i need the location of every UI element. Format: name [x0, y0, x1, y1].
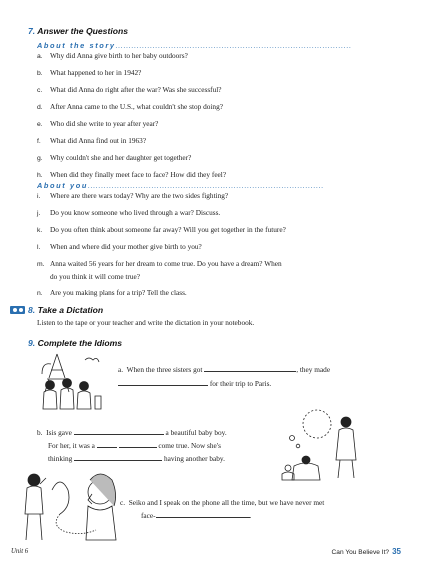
- unit-label: Unit 6: [11, 548, 29, 555]
- section-8-heading: [28, 305, 103, 315]
- question-item: [37, 84, 367, 97]
- question-item: [37, 50, 367, 63]
- page-number: 35: [392, 547, 401, 556]
- idiom-c-line-1: c. Seiko and I speak on the phone all the time, but we have never met: [120, 498, 325, 507]
- phone-call-illustration: [20, 470, 130, 542]
- question-letter: d.: [37, 104, 43, 111]
- idiom-a-line-1: a. When the three sisters got , they made: [118, 365, 331, 374]
- about-story-subheading: About the story.........................................................................................: [37, 41, 352, 50]
- dot-leader: .........................................................................................: [87, 181, 325, 190]
- three-sisters-paris-illustration: [37, 352, 103, 410]
- question-item: [37, 190, 367, 203]
- section-title: Answer the Questions: [37, 26, 128, 36]
- question-letter: k.: [37, 227, 43, 234]
- question-letter: m.: [37, 261, 45, 268]
- answer-blank[interactable]: [156, 510, 250, 518]
- question-letter: n.: [37, 290, 43, 297]
- section-title: Complete the Idioms: [37, 338, 123, 348]
- idiom-b-line-1: b. Isis gave a beautiful baby boy.: [37, 428, 227, 437]
- answer-blank[interactable]: [97, 440, 117, 448]
- question-letter: c.: [37, 87, 43, 94]
- question-text: Where are there wars today? Why are the two sides fighting?: [50, 191, 229, 200]
- section-9-heading: [28, 338, 122, 348]
- page-footer: [332, 547, 401, 556]
- question-text: Why couldn't she and her daughter get together?: [50, 153, 192, 162]
- question-item: [37, 287, 367, 300]
- answer-blank[interactable]: [74, 453, 162, 461]
- question-letter: j.: [37, 210, 41, 217]
- question-text: Who did she write to year after year?: [50, 119, 159, 128]
- question-letter: h.: [37, 172, 43, 179]
- answer-blank[interactable]: [74, 427, 164, 435]
- question-letter: g.: [37, 155, 43, 162]
- dot-leader: .........................................................................................: [115, 41, 352, 50]
- question-text: When did they finally meet face to face? How did they feel?: [50, 170, 227, 179]
- idiom-b-line-2: For her, it was a come true. Now she's: [48, 441, 221, 450]
- idiom-a-line-2: for their trip to Paris.: [118, 377, 271, 390]
- book-title: Can You Believe It?: [331, 549, 390, 556]
- question-item: [37, 101, 367, 114]
- question-text: After Anna came to the U.S., what couldn't she stop doing?: [50, 102, 223, 111]
- question-letter: e.: [37, 121, 43, 128]
- cassette-tape-icon: [10, 306, 25, 314]
- question-text: What happened to her in 1942?: [50, 68, 142, 77]
- dictation-instruction: Listen to the tape or your teacher and write the dictation in your notebook.: [37, 318, 255, 327]
- question-text: When and where did your mother give birth to you?: [50, 242, 202, 251]
- question-item: [37, 241, 367, 254]
- question-item: [37, 224, 367, 237]
- question-item: [37, 152, 367, 165]
- about-you-subheading: About you.........................................................................................: [37, 181, 325, 190]
- question-text: Do you know someone who lived through a war? Discuss.: [50, 208, 221, 217]
- answer-blank[interactable]: [118, 378, 208, 386]
- question-item: [37, 67, 367, 80]
- question-text: What did Anna do right after the war? Was she successful?: [50, 85, 222, 94]
- section-number: 8.: [28, 305, 36, 315]
- answer-blank[interactable]: [119, 440, 157, 448]
- question-text: What did Anna find out in 1963?: [50, 136, 147, 145]
- question-text: Are you making plans for a trip? Tell the class.: [50, 288, 187, 297]
- answer-blank[interactable]: [204, 364, 296, 372]
- question-text: Do you often think about someone far away? Will you get together in the future?: [50, 225, 286, 234]
- question-item: [37, 135, 367, 148]
- question-text: Why did Anna give birth to her baby outdoors?: [50, 51, 188, 60]
- question-letter: f.: [37, 138, 41, 145]
- question-text: Anna waited 56 years for her dream to come true. Do you have a dream? When: [50, 259, 282, 268]
- question-letter: i.: [37, 193, 41, 200]
- question-item: [37, 118, 367, 131]
- section-title: Take a Dictation: [37, 305, 104, 315]
- question-letter: b.: [37, 70, 43, 77]
- question-text-continued: do you think it will come true?: [50, 272, 140, 281]
- question-letter: a.: [37, 53, 43, 60]
- question-item: [37, 258, 367, 283]
- question-letter: l.: [37, 244, 41, 251]
- idiom-b-line-3: thinking having another baby.: [48, 454, 225, 463]
- mother-baby-illustration: [272, 408, 372, 482]
- section-7-heading: [28, 26, 128, 36]
- idiom-c-line-2: face- .: [141, 511, 252, 520]
- question-item: [37, 207, 367, 220]
- section-number: 9.: [28, 338, 36, 348]
- section-number: 7.: [28, 26, 36, 36]
